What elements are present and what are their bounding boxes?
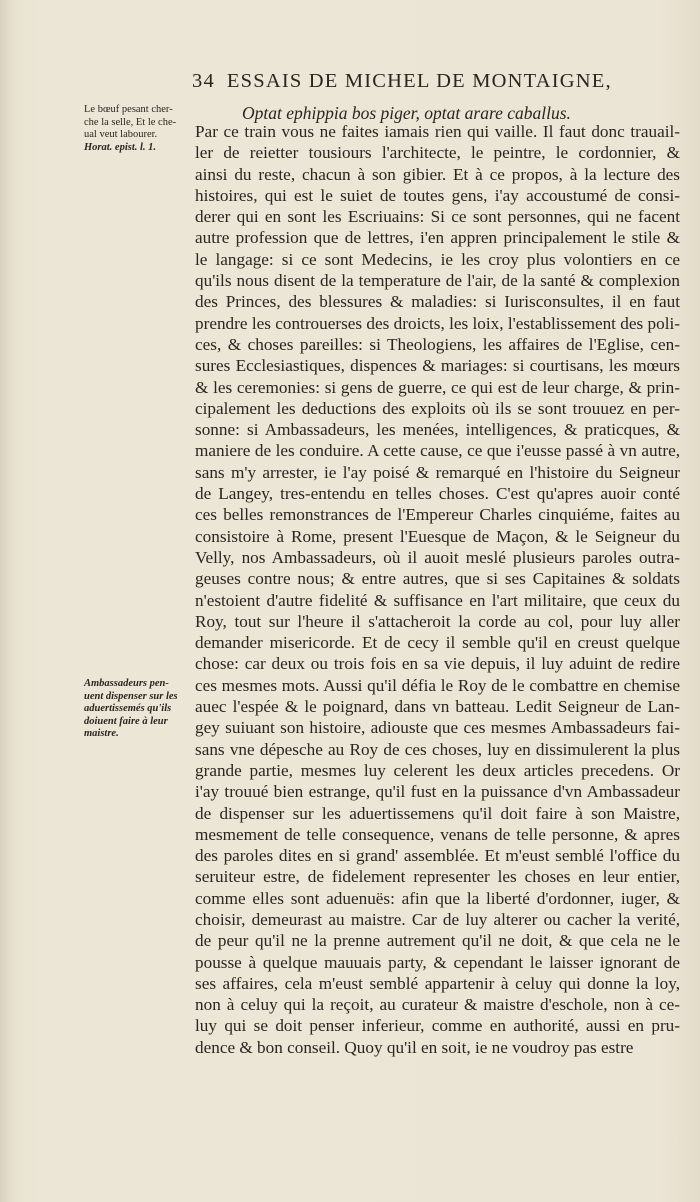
text-line: ces belles remonstrances de l'Empereur Charles cinquiéme, faites au (195, 505, 680, 525)
margin-note-line: doiuent faire à leur (84, 715, 168, 727)
text-line: ces mesmes mots. Aussi qu'il défia le Roy de le combattre en chemise (195, 675, 680, 695)
text-line: de peur qu'il ne la prenne autrement qu'il ne doit, & que cela ne le (195, 931, 680, 951)
text-line: demander misericorde. Et de cecy il semble qu'il en creust quelque (195, 633, 680, 653)
text-line: choisir, demeurast au maistre. Car de luy alterer ou cacher la verité, (195, 909, 680, 929)
text-line: autre profession que de lettres, i'en appren principalement le stile & (195, 228, 680, 248)
text-line: sans vne dépesche au Roy de ces choses, luy en dissimulerent la plus (195, 739, 680, 759)
text-line: & les ceremonies: si gens de guerre, ce qui est de leur charge, & prin- (195, 377, 680, 397)
margin-note-reference: Horat. epist. l. 1. (84, 141, 157, 153)
text-line: ces, & choses pareilles: si Theologiens, les affaires de l'Eglise, cen- (195, 334, 680, 354)
text-line: le langage: si ce sont Medecins, ie les croy plus volontiers en ce (195, 249, 680, 269)
margin-note-ambassadors (84, 678, 178, 741)
text-line: luy qui se doit penser inferieur, comme en authorité, aussi en pru- (195, 1016, 680, 1036)
text-line: maniere de les conduire. A cette cause, ce que i'eusse passé à vn autre, (195, 441, 680, 461)
text-line: des paroles dites en si grand' assemblée. Et m'eust semblé l'office du (195, 846, 680, 866)
text-line: seruiteur estre, de fidelement representer les choses en leur entier, (195, 867, 680, 887)
text-line: n'estoient d'autre fidelité & suffisance en l'art militaire, que ceux du (195, 590, 680, 610)
text-line: derer qui en sont les Escriuains: Si ce sont personnes, qui ne facent (195, 207, 680, 227)
text-line: non à celuy qui la reçoit, au curateur & maistre d'eschole, non à ce- (195, 995, 680, 1015)
text-line: histoires, qui est le suiet de toutes gens, i'ay accoustumé de consi- (195, 185, 680, 205)
text-line: Roy, tout sur l'heure il s'attacheroit la corde au col, pour luy aller (195, 611, 680, 631)
main-text-block (195, 121, 680, 1058)
text-line: dence & bon conseil. Quoy qu'il en soit, ie ne voudroy pas estre (195, 1037, 634, 1057)
text-line: i'ay trouué bien estrange, qu'il fust en la puissance d'vn Ambassadeur (195, 782, 680, 802)
text-line: gey suiuant son histoire, adiouste que ces mesmes Ambassadeurs fai- (195, 718, 680, 738)
text-line: des Princes, des blessures & maladies: si Iurisconsultes, il en faut (195, 292, 680, 312)
text-line: mesmement de telle consequence, venans de telle personne, & apres (195, 824, 680, 844)
text-line: de Langey, tres-entendu en telles choses. C'est qu'apres auoir conté (195, 484, 680, 504)
text-line: sans m'y arrester, ie l'ay poisé & remarqué en l'histoire du Seigneur (195, 462, 680, 482)
margin-note-line: maistre. (84, 728, 119, 739)
margin-note-line: ual veut labourer. (84, 129, 158, 140)
text-line: geuses contre nous; & entre autres, que si ses Capitaines & soldats (195, 569, 680, 589)
margin-note-line: uent dispenser sur les (84, 690, 178, 702)
text-line: grande partie, mesmes luy celerent les deux articles precedens. Or (195, 760, 680, 780)
text-line: de dispenser sur les aduertissemens qu'il doit faire à son Maistre, (195, 803, 680, 823)
text-line: chose: car deux ou trois fois en sa vie depuis, il luy aduint de redire (195, 654, 680, 674)
text-line: sonne: si Ambassadeurs, les menées, intelligences, & praticques, & (195, 420, 680, 440)
text-line: prendre les controuerses des droicts, les loix, l'establissement des poli- (195, 313, 680, 333)
page-number: 34 (192, 70, 215, 92)
text-line: ainsi du reste, chacun à son gibier. Et à ce propos, à la lecture des (195, 164, 680, 184)
text-line: comme elles sont aduenuës: afin que la liberté d'ordonner, iuger, & (195, 888, 680, 908)
text-line: Velly, nos Ambassadeurs, où il auoit meslé plusieurs paroles outra- (195, 547, 680, 567)
text-line: ses affaires, cela m'eust semblé appartenir à celuy qui donne la loy, (195, 973, 680, 993)
margin-note-line: che la selle, Et le che- (84, 116, 177, 128)
margin-note-translation (84, 104, 176, 154)
text-line: ler de reietter tousiours l'architecte, le peintre, le cordonnier, & (195, 143, 680, 163)
margin-note-line: Ambassadeurs pen- (84, 678, 169, 689)
text-line: cipalement les deductions des exploits où ils se sont trouuez en per- (195, 398, 680, 418)
text-line: qu'ils nous disent de la temperature de l'air, de la santé & complexion (195, 271, 680, 291)
text-line: sures Ecclesiastiques, dispences & mariages: si courtisans, les mœurs (195, 356, 680, 376)
text-line: consistoire à Rome, present l'Euesque de Maçon, & le Seigneur du (195, 526, 680, 546)
text-line: Par ce train vous ne faites iamais rien qui vaille. Il faut donc trauail- (195, 122, 680, 141)
margin-note-line: Le bœuf pesant cher- (84, 104, 173, 115)
text-line: pousse à quelque mauuais party, & cependant le laisser ignorant de (195, 952, 680, 972)
running-head (192, 70, 692, 100)
page-header-title: ESSAIS DE MICHEL DE MONTAIGNE, (226, 70, 612, 92)
text-line: auec l'espée & le poignard, dans vn batteau. Ledit Seigneur de Lan- (195, 697, 680, 717)
latin-verse-quote: Optat ephippia bos piger, optat arare caballus. (242, 103, 571, 123)
margin-note-line: aduertissemés qu'ils (84, 703, 172, 714)
